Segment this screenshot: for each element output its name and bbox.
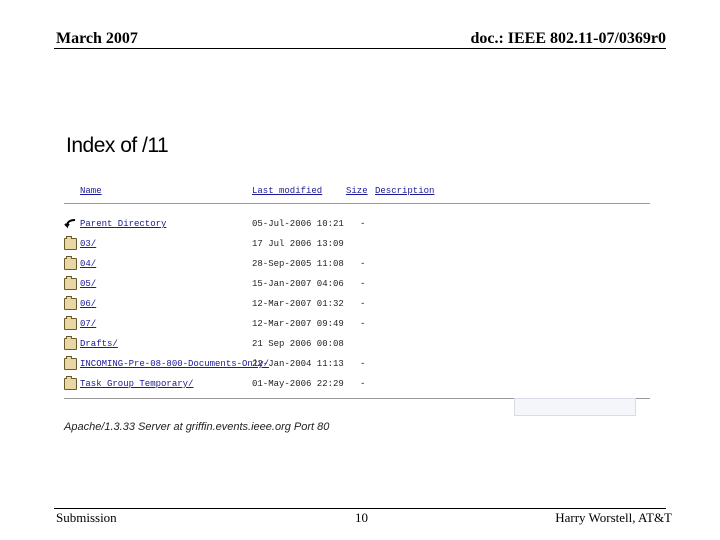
column-header-last-modified[interactable]: Last modified [252, 186, 323, 196]
listing-size: - [360, 359, 366, 369]
server-signature: Apache/1.3.33 Server at griffin.events.ieee.org Port 80 [64, 421, 330, 433]
listing-modified: 15-Jan-2007 04:06 [252, 279, 344, 289]
listing-name-link[interactable]: 07/ [80, 319, 97, 329]
listing-row[interactable] [64, 296, 654, 314]
listing-row[interactable] [64, 316, 654, 334]
footer-submission: Submission [56, 510, 117, 525]
listing-modified: 21 Sep 2006 00:08 [252, 339, 344, 349]
listing-size: - [360, 279, 366, 289]
listing-name-link[interactable]: Drafts/ [80, 339, 118, 349]
listing-name-link[interactable]: Parent Directory [80, 219, 167, 229]
listing-modified: 12-Mar-2007 09:49 [252, 319, 344, 329]
folder-icon [64, 258, 77, 270]
listing-size: - [360, 299, 366, 309]
folder-icon [64, 318, 77, 330]
listing-name-link[interactable]: 04/ [80, 259, 97, 269]
faded-overlay-box [514, 398, 636, 416]
listing-modified: 17 Jul 2006 13:09 [252, 239, 344, 249]
header-divider [54, 48, 666, 49]
header-doc-id: doc.: IEEE 802.11-07/0369r0 [470, 30, 666, 47]
listing-name-link[interactable]: 06/ [80, 299, 97, 309]
folder-icon [64, 358, 77, 370]
folder-icon [64, 238, 77, 250]
listing-name-link[interactable]: INCOMING-Pre-08-800-Documents-Only/ [80, 359, 270, 369]
column-header-size[interactable]: Size [346, 186, 368, 196]
listing-modified: 12-Mar-2007 01:32 [252, 299, 344, 309]
footer-divider [54, 508, 666, 509]
listing-name-link[interactable]: Task Group Temporary/ [80, 379, 194, 389]
listing-modified: 22-Jan-2004 11:13 [252, 359, 344, 369]
header-date: March 2007 [56, 30, 138, 47]
listing-size: - [360, 219, 366, 229]
back-arrow-icon [64, 218, 77, 230]
folder-icon [64, 338, 77, 350]
listing-row[interactable] [64, 256, 654, 274]
listing-modified: 28-Sep-2005 11:08 [252, 259, 344, 269]
listing-name-link[interactable]: 05/ [80, 279, 97, 289]
listing-size: - [360, 259, 366, 269]
listing-row-parent[interactable] [64, 216, 654, 234]
folder-icon [64, 278, 77, 290]
table-top-divider [64, 203, 650, 204]
listing-row[interactable] [64, 236, 654, 254]
column-header-name[interactable]: Name [80, 186, 102, 196]
listing-row[interactable] [64, 376, 654, 394]
listing-row[interactable] [64, 356, 654, 374]
folder-icon [64, 378, 77, 390]
listing-modified: 05-Jul-2006 10:21 [252, 219, 344, 229]
listing-row[interactable] [64, 336, 654, 354]
page-number: 10 [355, 510, 368, 525]
listing-row[interactable] [64, 276, 654, 294]
listing-name-link[interactable]: 03/ [80, 239, 97, 249]
page-title: Index of /11 [66, 134, 169, 157]
listing-size: - [360, 319, 366, 329]
column-header-description[interactable]: Description [375, 186, 435, 196]
footer-author: Harry Worstell, AT&T [555, 510, 672, 525]
listing-size: - [360, 379, 366, 389]
folder-icon [64, 298, 77, 310]
listing-modified: 01-May-2006 22:29 [252, 379, 344, 389]
